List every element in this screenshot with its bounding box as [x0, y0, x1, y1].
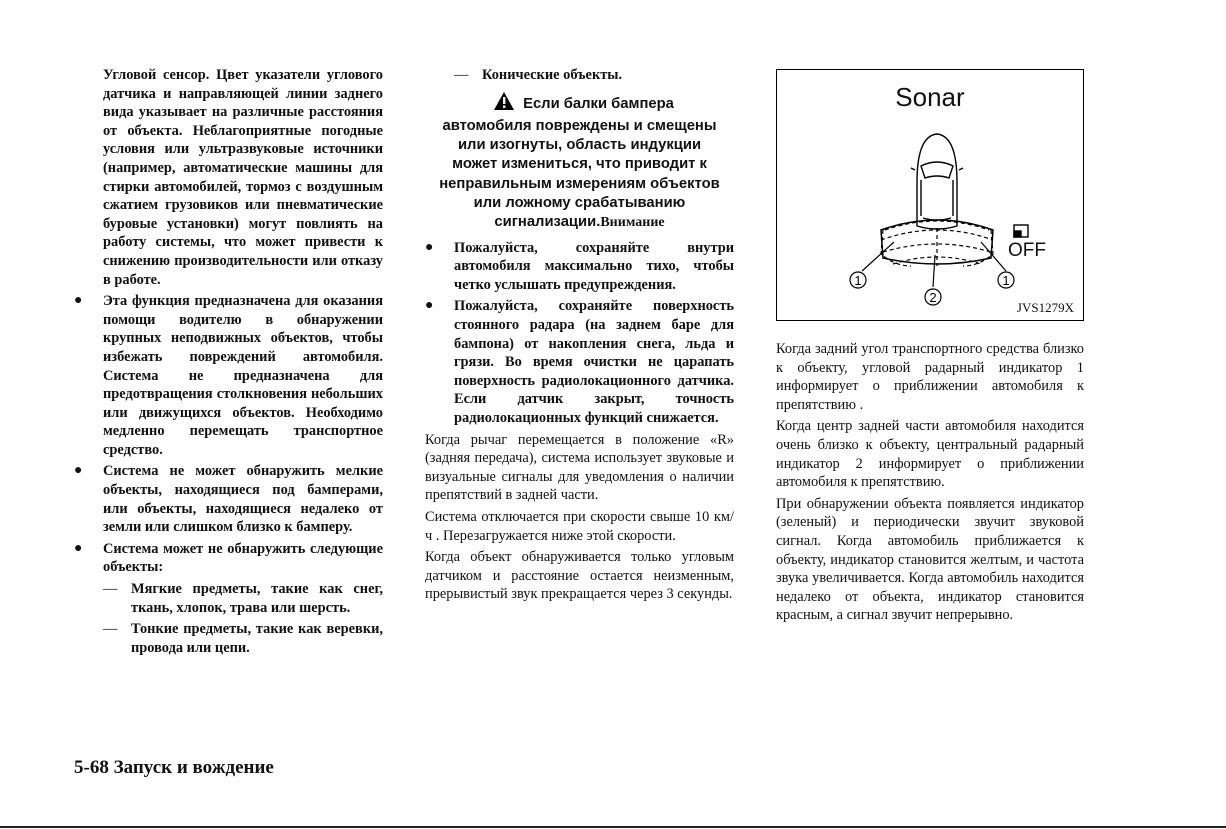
dash-thin-objects: — Тонкие предметы, такие как веревки, провода или цепи.	[74, 620, 383, 657]
bullet-keep-clean: ● Пожалуйста, сохраняйте поверхность стоянного радара (на заднем баре для бампона) от накопления снега, льда и грязи. Во время очистки не царапать поверхность радиолокационного датчика. Если датчик закрыт, точность радиолокационных функций снижается.	[425, 297, 734, 427]
warning-line-4: может измениться, что приводит к	[452, 156, 707, 173]
paragraph-corner-indicator: Когда задний угол транспортного средства близко к объекту, угловой радарный индикатор 1 информирует о приближении автомобиля к препятствию .	[776, 341, 1084, 413]
warning-line-6: или ложному срабатыванию	[473, 195, 686, 212]
callout-1-right-icon	[998, 272, 1014, 288]
paragraph-corner-only: Когда объект обнаруживается только угловым датчиком и расстояние остается неизменным, прерывистый звук прекращается через 3 секунды.	[425, 549, 734, 603]
bullet-undetected-objects: ● Система может не обнаружить следующие объекты:	[74, 540, 383, 577]
dash-soft-objects: — Мягкие предметы, такие как снег, ткань, хлопок, трава или шерсть.	[74, 580, 383, 617]
warning-caution-label: Внимание	[600, 215, 665, 231]
paragraph-speed-cutoff: Система отключается при скорости свыше 10 км/ч . Перезагружается ниже этой скорости.	[425, 508, 734, 544]
warning-line-1: Если балки бампера	[523, 95, 674, 112]
svg-text:2: 2	[929, 290, 937, 305]
left-column	[74, 66, 383, 660]
figure-title: Sonar	[895, 82, 965, 112]
warning-line-5: неправильным измерениям объектов	[439, 175, 720, 192]
paragraph-center-indicator: Когда центр задней части автомобиля находится очень близко к объекту, центральный радарный индикатор 2 информирует о приближении автомобиля к препятствию.	[776, 418, 1084, 491]
sonar-figure	[776, 69, 1084, 321]
paragraph-reverse-gear: Когда рычаг перемещается в положение «R» (задняя передача), система использует звуковые и визуальные сигналы для уведомления о наличии препятствий в задней части.	[425, 431, 734, 504]
right-column	[776, 66, 1084, 628]
svg-text:1: 1	[854, 273, 862, 288]
svg-text:1: 1	[1002, 273, 1010, 288]
figure-code: JVS1279X	[1016, 300, 1074, 315]
callout-1-left-icon	[850, 272, 866, 288]
warning-line-3: или изогнуты, область индукции	[457, 137, 702, 154]
warning-triangle-icon	[485, 91, 523, 117]
middle-column	[425, 66, 734, 607]
bullet-small-objects: ● Система не может обнаружить мелкие объекты, находящиеся под бамперами, или объекты, находящиеся недалеко от земли или слишком близко к бамперу.	[74, 462, 383, 536]
warning-line-7: сигнализации.	[494, 214, 601, 231]
sonar-off-switch-icon	[1014, 225, 1028, 237]
paragraph-indicator-colors: При обнаружении объекта появляется индикатор (зеленый) и периодически звучит звуковой сигнал. Когда автомобиль приближается к объекту, индикатор становится желтым, и частота звука увеличивается. Когда автомобиль находится недалеко от объекта, индикатор становится красным, а сигнал звучит непрерывно.	[776, 495, 1084, 624]
warning-line-2: автомобиля повреждены и смещены	[442, 117, 717, 134]
bullet-keep-quiet: ● Пожалуйста, сохраняйте внутри автомобиля максимально тихо, чтобы четко услышать предупреждения.	[425, 239, 734, 295]
dash-conical-objects: — Конические объекты.	[425, 66, 734, 85]
car-icon	[911, 134, 963, 229]
sonar-diagram	[777, 70, 1083, 320]
bullet-function-purpose: ● Эта функция предназначена для оказания помощи водителю в обнаружении крупных неподвижных объектов, чтобы избежать повреждений автомобиля. Система не предназначена для предотвращения столкновения небольших или движущихся объектов. Необходимо медленно перемещать транспортное средство.	[74, 292, 383, 459]
warning-block	[425, 91, 734, 233]
off-label: OFF	[1008, 240, 1046, 261]
callout-leaders	[862, 242, 1006, 287]
page-footer: 5-68 Запуск и вождение	[74, 757, 274, 778]
paragraph-corner-sensor: Угловой сенсор. Цвет указатели углового датчика и направляющей линии заднего вида указывает на различные расстояния от объекта. Неблагоприятные погодные условия или ультразвуковые источники (например, автоматические машины для стирки автомобилей, тормоз с воздушным сжатием грузовиков или пневматические буровые установки) могут повлиять на работу системы, что может привести к снижению производительности или отказу в работе.	[103, 67, 383, 288]
callout-2-icon	[925, 289, 941, 305]
bottom-rule	[0, 826, 1226, 828]
